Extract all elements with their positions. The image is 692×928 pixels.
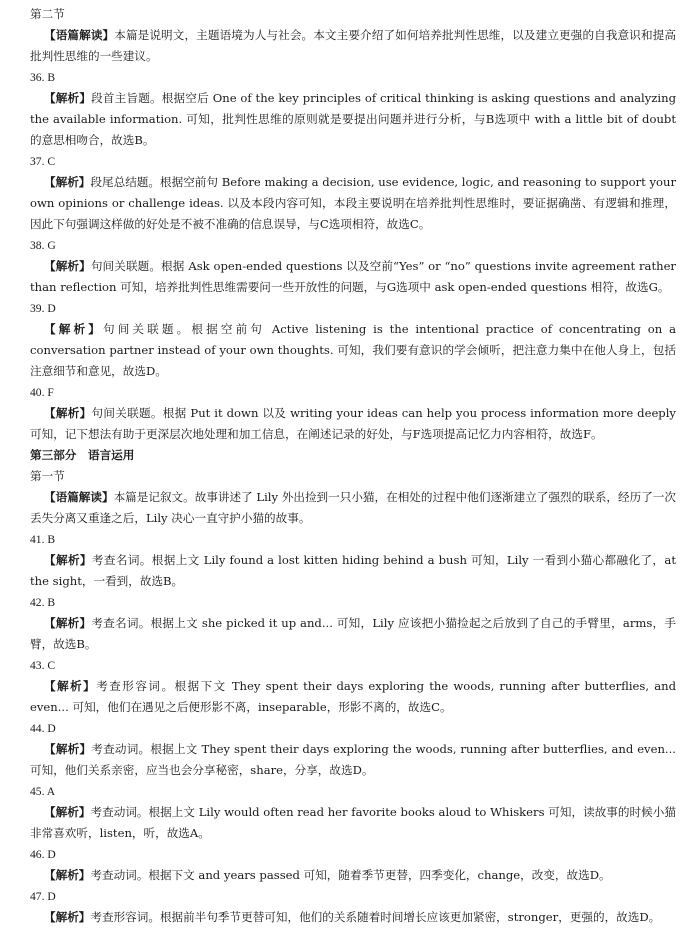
explanation-paragraph: [30, 319, 676, 382]
explanation-paragraph: [30, 676, 676, 718]
explanation-tag: 【解析】: [44, 259, 91, 273]
answer-number: 42. B: [30, 596, 56, 609]
explanation-tag: 【语篇解读】: [44, 28, 115, 42]
answer-number: 39. D: [30, 302, 56, 315]
answer-number: 38. G: [30, 239, 56, 252]
section-heading: 第一节: [30, 469, 65, 483]
section-heading: 第三部分 语言运用: [30, 448, 135, 462]
explanation-text: 考查动词。根据上文 Lily would often read her favorite books aloud to Whiskers 可知，读故事的时候小猫非常喜欢听，listen，听，故选A。: [30, 805, 676, 840]
explanation-tag: 【解析】: [44, 406, 92, 420]
explanation-paragraph: [30, 550, 676, 592]
explanation-paragraph: [30, 256, 676, 298]
explanation-paragraph: [30, 403, 676, 445]
explanation-tag: 【解析】: [44, 91, 92, 105]
explanation-text: 句间关联题。根据 Ask open-ended questions 以及空前“Yes” or “no” questions invite agreement rather than reflection 可知，培养批判性思维需要问一些开放性的问题，与G选项中 ask open-ended questions 相符，故选G。: [30, 259, 676, 294]
explanation-tag: 【解析】: [44, 742, 92, 756]
explanation-text: 段首主旨题。根据空后 One of the key principles of critical thinking is asking questions and analyzing the available information. 可知，批判性思维的原则就是要提出问题并进行分析，与B选项中 with a little bit of doubt 的意思相吻合，故选B。: [30, 91, 676, 147]
explanation-text: 考查名词。根据上文 Lily found a lost kitten hiding behind a bush 可知，Lily 一看到小猫心都融化了，at the sight，一看到，故选B。: [30, 553, 676, 588]
answer-number: 46. D: [30, 848, 56, 861]
answer-number: 36. B: [30, 71, 56, 84]
explanation-paragraph: [30, 865, 676, 886]
answer-number: 37. C: [30, 155, 56, 168]
explanation-text: 本篇是记叙文。故事讲述了 Lily 外出捡到一只小猫，在相处的过程中他们逐渐建立了强烈的联系，经历了一次丢失分离又重逢之后，Lily 决心一直守护小猫的故事。: [30, 490, 676, 525]
explanation-paragraph: [30, 25, 676, 67]
section-heading: 第二节: [30, 7, 65, 21]
explanation-paragraph: [30, 172, 676, 235]
answer-number: 43. C: [30, 659, 56, 672]
explanation-tag: 【解析】: [44, 175, 91, 189]
explanation-tag: 【解析】: [44, 616, 92, 630]
answer-number: 45. A: [30, 785, 56, 798]
explanation-text: 段尾总结题。根据空前句 Before making a decision, use evidence, logic, and reasoning to support your own opinions or challenge ideas. 以及本段内容可知，本段主要说明在培养批判性思维时，要证据确凿、有逻辑和推理，因此下句强调这样做的好处是不被不准确的信息误导，与C选项相符，故选C。: [30, 175, 676, 231]
explanation-paragraph: [30, 802, 676, 844]
explanation-text: 句间关联题。根据 Put it down 以及 writing your ideas can help you process information more deeply 可知，记下想法有助于更深层次地处理和加工信息，在阐述记录的好处，与F选项提高记忆力内容相符，故选F。: [30, 406, 676, 441]
explanation-tag: 【解析】: [44, 322, 103, 336]
explanation-paragraph: [30, 613, 676, 655]
explanation-text: 句间关联题。根据空前句 Active listening is the intentional practice of concentrating on a conversation partner instead of your own thoughts. 可知，我们要有意识的学会倾听，把注意力集中在他人身上，包括注意细节和意见，故选D。: [30, 322, 676, 378]
explanation-text: 考查形容词。根据前半句季节更替可知，他们的关系随着时间增长应该更加紧密，stronger，更强的，故选D。: [90, 910, 661, 924]
answer-number: 47. D: [30, 890, 56, 903]
explanation-text: 考查动词。根据上文 They spent their days exploring the woods, running after butterflies, and even... 可知，他们关系亲密，应当也会分享秘密，share，分享，故选D。: [30, 742, 676, 777]
explanation-tag: 【解析】: [44, 910, 91, 924]
explanation-text: 考查形容词。根据下文 They spent their days exploring the woods, running after butterflies, and even... 可知，他们在遇见之后便形影不离，inseparable，形影不离的，故选C。: [30, 679, 676, 714]
explanation-text: 考查名词。根据上文 she picked it up and... 可知，Lily 应该把小猫捡起之后放到了自己的手臂里，arms，手臂，故选B。: [30, 616, 676, 651]
explanation-tag: 【解析】: [44, 868, 91, 882]
explanation-tag: 【解析】: [44, 805, 91, 819]
explanation-paragraph: [30, 907, 676, 928]
explanation-paragraph: [30, 739, 676, 781]
answer-number: 41. B: [30, 533, 56, 546]
answer-number: 44. D: [30, 722, 56, 735]
answer-number: 40. F: [30, 386, 54, 399]
explanation-text: 本篇是说明文，主题语境为人与社会。本文主要介绍了如何培养批判性思维，以及建立更强的自我意识和提高批判性思维的一些建议。: [30, 28, 676, 63]
explanation-paragraph: [30, 487, 676, 529]
explanation-tag: 【解析】: [44, 679, 97, 693]
explanation-text: 考查动词。根据下文 and years passed 可知，随着季节更替，四季变化，change，改变，故选D。: [90, 868, 611, 882]
explanation-tag: 【解析】: [44, 553, 92, 567]
explanation-tag: 【语篇解读】: [44, 490, 114, 504]
explanation-paragraph: [30, 88, 676, 151]
